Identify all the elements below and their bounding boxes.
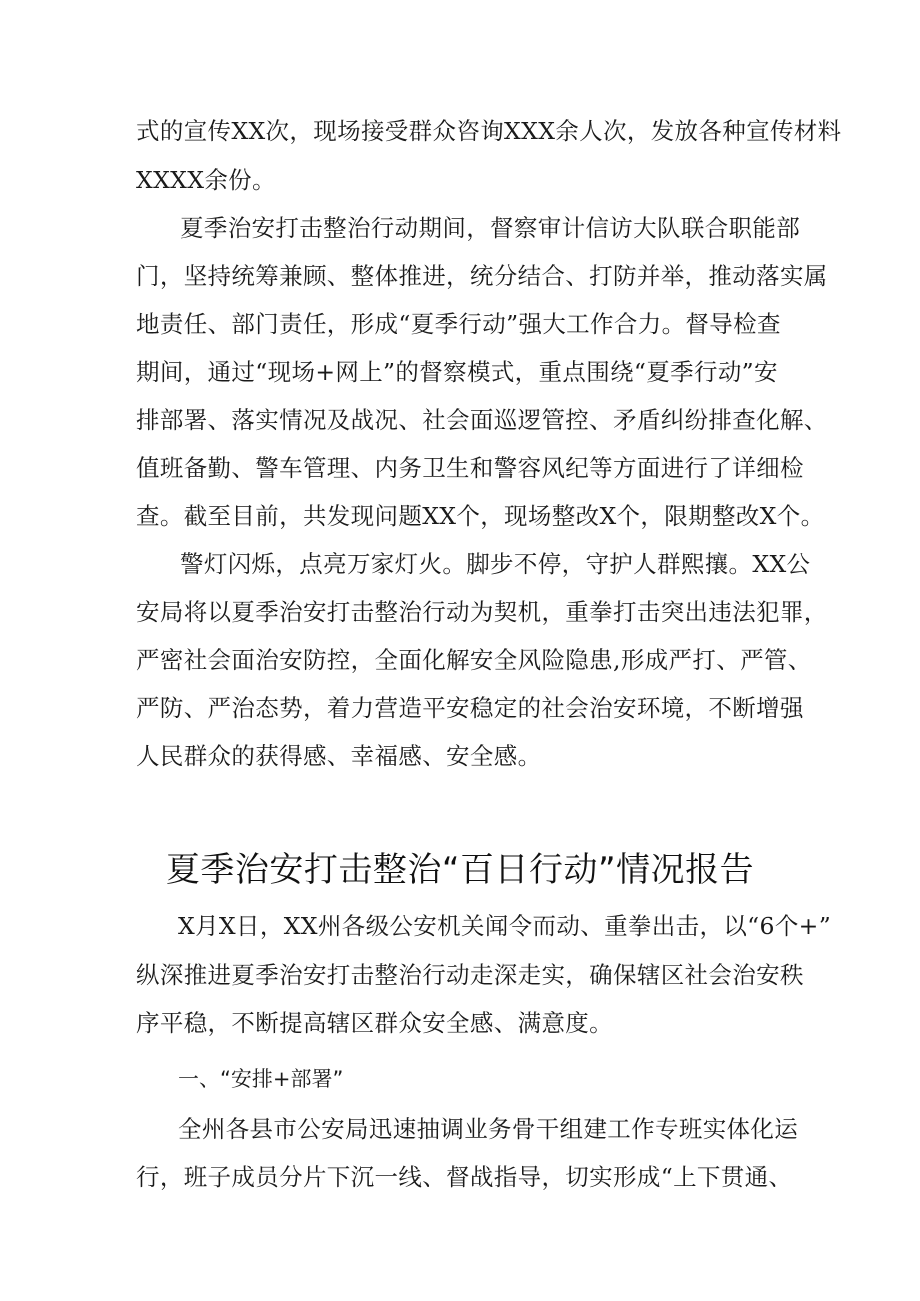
paragraph-line: X月X日，XX州各级公安机关闻令而动、重拳出击，以“6个+” xyxy=(178,912,832,940)
paragraph-line: 安局将以夏季治安打击整治行动为契机，重拳打击突出违法犯罪， xyxy=(136,598,828,626)
report-title: 夏季治安打击整治“百日行动”情况报告 xyxy=(165,850,755,890)
paragraph-line: 警灯闪烁，点亮万家灯火。脚步不停，守护人群熙攘。XX公 xyxy=(180,550,811,578)
paragraph-line: 值班备勤、警车管理、内务卫生和警容风纪等方面进行了详细检 xyxy=(136,454,804,482)
paragraph-line: 严防、严治态势，着力营造平安稳定的社会治安环境，不断增强 xyxy=(136,694,804,722)
paragraph-line: 期间，通过“现场+网上”的督察模式，重点围绕“夏季行动”安 xyxy=(136,358,778,386)
paragraph-line: 序平稳，不断提高辖区群众安全感、满意度。 xyxy=(136,1009,613,1037)
paragraph-line: 严密社会面治安防控，全面化解安全风险隐患,形成严打、严管、 xyxy=(136,646,812,674)
section-heading: 一、“安排+部署” xyxy=(178,1067,344,1091)
paragraph-line: 人民群众的获得感、幸福感、安全感。 xyxy=(136,742,542,770)
paragraph-line: 式的宣传XX次，现场接受群众咨询XXX余人次，发放各种宣传材料 xyxy=(136,117,842,145)
paragraph-line: 纵深推进夏季治安打击整治行动走深走实，确保辖区社会治安秩 xyxy=(136,961,804,989)
paragraph-line: 地责任、部门责任，形成“夏季行动”强大工作合力。督导检查 xyxy=(136,310,781,338)
paragraph-line: 行，班子成员分片下沉一线、督战指导，切实形成“上下贯通、 xyxy=(136,1163,793,1191)
paragraph-line: 全州各县市公安局迅速抽调业务骨干组建工作专班实体化运 xyxy=(178,1115,799,1143)
paragraph-line: XXXX余份。 xyxy=(136,166,276,194)
paragraph-line: 夏季治安打击整治行动期间，督察审计信访大队联合职能部 xyxy=(180,214,801,242)
paragraph-line: 排部署、落实情况及战况、社会面巡逻管控、矛盾纠纷排查化解、 xyxy=(136,406,828,434)
paragraph-line: 查。截至目前，共发现问题XX个，现场整改X个，限期整改X个。 xyxy=(136,502,825,530)
paragraph-line: 门，坚持统筹兼顾、整体推进，统分结合、打防并举，推动落实属 xyxy=(136,262,828,290)
